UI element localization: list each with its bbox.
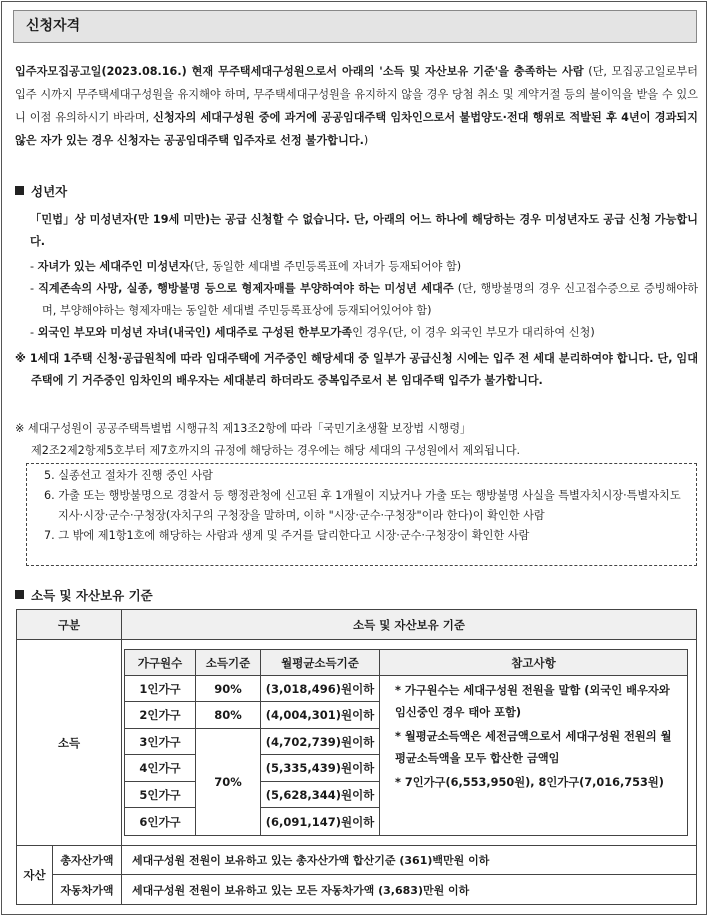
heading-income-assets: 소득 및 자산보유 기준	[15, 586, 153, 604]
intro-close: )	[363, 134, 369, 147]
case-5: 5. 실종선고 절차가 진행 중인 사람	[44, 469, 213, 482]
section-title: 신청자격	[26, 18, 81, 34]
intro-bold-lead: 입주자모집공고일(2023.08.16.) 현재 무주택세대구성원으로서 아래의 '소득 및 자산보유 기준'을 충족하는 사람	[15, 65, 584, 78]
row-amount: (3,018,496)원이하	[261, 676, 380, 702]
row-pct: 90%	[196, 676, 261, 702]
row-household: 5인가구	[125, 782, 196, 808]
intro-body: (단, 모집공고일로부터 입주 시까지 무주택세대구성원을 유지해야 하며, 무주택세대구성원을 유지하지 않을 경우 당첨 취소 및 계약거절 등의 불이익을 받을 수 있으니 이점 유의하시기 바라며,	[15, 65, 698, 124]
document-page	[1, 1, 707, 915]
heading-minor: 성년자	[15, 182, 67, 200]
asset-total-text: 세대구성원 전원이 보유하고 있는 총자산가액 합산기준 (361)백만원 이하	[122, 846, 696, 875]
minor-item-1: - 자녀가 있는 세대주인 미성년자(단, 동일한 세대별 주민등록표에 자녀가 등재되어야 함)	[30, 260, 462, 273]
intro-paragraph	[15, 60, 698, 152]
merged-pct-cell: 70%	[196, 729, 261, 835]
household-member-note: ※ 세대구성원이 공공주택특별법 시행규칙 제13조2항에 따라「국민기초생활 보장법 시행령」 제2조2제2항제5호부터 제7호까지의 규정에 해당하는 경우에는 해당 세대의 구성원에서 제외됩니다.	[15, 422, 521, 457]
note-item: * 가구원수는 세대구성원 전원을 말함 (외국인 배우자와 임신중인 경우 태아 포함)	[395, 684, 670, 719]
row-amount: (6,091,147)원이하	[261, 808, 380, 835]
header-criteria: 소득 및 자산보유 기준	[122, 610, 696, 640]
minor-item-2: - 직계존속의 사망, 실종, 행방불명 등으로 형제자매를 부양하여야 하는 미성년 세대주 (단, 행방불명의 경우 신고접수증으로 증빙해야하며, 부양해야하는 형제자매는 동일한 세대별 주민등록표상에 등재되어있어야 함)	[30, 282, 699, 317]
intro-bold-tail: 신청자의 세대구성원 중에 과거에 공공임대주택 임차인으로서 불법양도·전대 행위로 적발된 후 4년이 경과되지 않은 자가 있는 경우 신청자는 공공임대주택 입주자로 선정 불가합니다.	[15, 111, 698, 147]
case-6: 6. 가출 또는 행방불명으로 경찰서 등 행정관청에 신고된 후 1개월이 지났거나 가출 또는 행방불명 사실을 특별자치시장·특별자치도지사·시장·군수·구청장(자치구의 구청장을 말하며, 이하 "시장·군수·구청장"이라 한다)이 확인한 사람	[44, 489, 681, 522]
square-bullet-icon	[15, 186, 24, 195]
row-amount: (4,004,301)원이하	[261, 702, 380, 729]
row-household: 1인가구	[125, 676, 196, 702]
income-standard-table	[124, 649, 688, 836]
asset-total-label: 총자산가액	[53, 846, 122, 875]
excluded-cases-box	[26, 463, 697, 566]
row-amount: (4,702,739)원이하	[261, 729, 380, 755]
section-title-box	[13, 10, 697, 43]
case-7: 7. 그 밖에 제1항1호에 해당하는 사람과 생계 및 주거를 달리한다고 시장·군수·구청장이 확인한 사람	[44, 529, 530, 542]
notes-cell	[395, 680, 681, 796]
row-household: 6인가구	[125, 808, 196, 835]
col-notes: 참고사항	[380, 650, 687, 676]
single-household-note: ※ 1세대 1주택 신청·공급원칙에 따라 임대주택에 거주중인 해당세대 중 일부가 공급신청 시에는 입주 전 세대 분리하여야 합니다. 단, 임대주택에 기 거주중인 임차인의 배우자는 세대분리 하더라도 중복입주로서 본 임대주택 입주가 불가합니다.	[15, 352, 698, 387]
minor-item-3: - 외국인 부모와 미성년 자녀(내국인) 세대주로 구성된 한부모가족인 경우(단, 이 경우 외국인 부모가 대리하여 신청)	[30, 326, 595, 339]
note-item: * 7인가구(6,553,950원), 8인가구(7,016,753원)	[395, 776, 664, 789]
row-amount: (5,628,344)원이하	[261, 782, 380, 808]
row-income-label: 소득	[17, 640, 122, 846]
note-item: * 월평균소득액은 세전금액으로서 세대구성원 전원의 월평균소득액을 모두 합산한 금액임	[395, 730, 672, 765]
asset-car-label: 자동차가액	[53, 875, 122, 904]
col-household: 가구원수	[125, 650, 196, 676]
header-category: 구분	[17, 610, 122, 640]
col-monthly-income: 월평균소득기준	[261, 650, 380, 676]
col-income-pct: 소득기준	[196, 650, 261, 676]
asset-car-text: 세대구성원 전원이 보유하고 있는 모든 자동차가액 (3,683)만원 이하	[132, 883, 470, 897]
row-asset-label: 자산	[17, 846, 53, 904]
row-household: 3인가구	[125, 729, 196, 755]
row-amount: (5,335,439)원이하	[261, 755, 380, 782]
row-pct: 80%	[196, 702, 261, 729]
row-household: 4인가구	[125, 755, 196, 782]
square-bullet-icon	[15, 590, 24, 599]
row-household: 2인가구	[125, 702, 196, 729]
minor-lead: 「민법」상 미성년자(만 19세 미만)는 공급 신청할 수 없습니다. 단, 아래의 어느 하나에 해당하는 경우 미성년자도 공급 신청 가능합니다.	[30, 213, 698, 248]
